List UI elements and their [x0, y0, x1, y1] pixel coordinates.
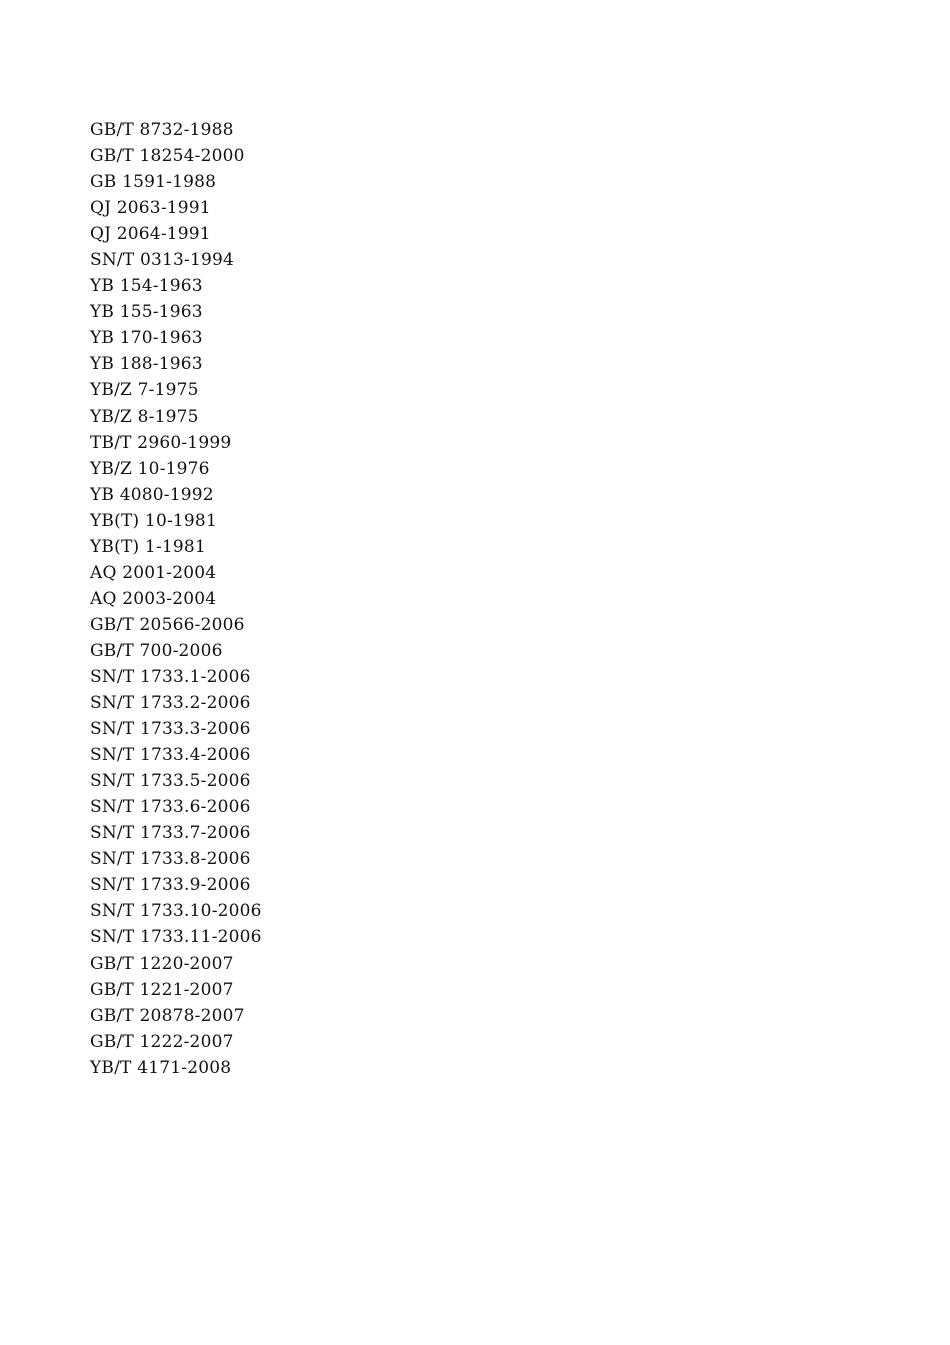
list-item: GB/T 700-2006 — [90, 640, 223, 661]
list-item: YB/Z 7-1975 — [90, 380, 199, 401]
list-item: SN/T 1733.8-2006 — [90, 849, 251, 870]
list-item: AQ 2001-2004 — [90, 562, 217, 583]
list-item: SN/T 1733.9-2006 — [90, 875, 251, 896]
list-item: YB/T 4171-2008 — [90, 1057, 232, 1078]
list-item: GB/T 20566-2006 — [90, 614, 245, 635]
list-item: YB(T) 10-1981 — [90, 510, 217, 531]
list-item: GB/T 8732-1988 — [90, 120, 234, 140]
list-item: GB/T 20878-2007 — [90, 1005, 245, 1026]
list-item: SN/T 1733.11-2006 — [90, 927, 262, 948]
list-item: SN/T 1733.2-2006 — [90, 693, 251, 714]
standards-list — [90, 117, 262, 1081]
list-item: YB/Z 8-1975 — [90, 406, 199, 427]
list-item: SN/T 1733.1-2006 — [90, 666, 251, 687]
list-item: SN/T 0313-1994 — [90, 250, 235, 271]
list-item: GB/T 1221-2007 — [90, 979, 234, 1000]
list-item: SN/T 1733.5-2006 — [90, 771, 251, 792]
list-item: YB 154-1963 — [90, 276, 203, 297]
list-item: YB 188-1963 — [90, 354, 203, 375]
list-item: YB 170-1963 — [90, 328, 203, 349]
list-item: SN/T 1733.4-2006 — [90, 745, 251, 766]
list-item: YB 4080-1992 — [90, 484, 214, 505]
list-item: YB/Z 10-1976 — [90, 458, 210, 479]
list-item: SN/T 1733.3-2006 — [90, 719, 251, 740]
list-item: SN/T 1733.10-2006 — [90, 901, 262, 922]
list-item: AQ 2003-2004 — [90, 588, 217, 609]
list-item: YB 155-1963 — [90, 302, 203, 323]
list-item: QJ 2063-1991 — [90, 198, 211, 219]
list-item: GB 1591-1988 — [90, 172, 217, 193]
list-item: SN/T 1733.7-2006 — [90, 823, 251, 844]
list-item: QJ 2064-1991 — [90, 224, 211, 245]
list-item: GB/T 18254-2000 — [90, 146, 245, 167]
list-item: YB(T) 1-1981 — [90, 536, 206, 557]
list-item: TB/T 2960-1999 — [90, 432, 232, 453]
list-item: GB/T 1220-2007 — [90, 953, 234, 974]
list-item: GB/T 1222-2007 — [90, 1031, 234, 1052]
list-item: SN/T 1733.6-2006 — [90, 797, 251, 818]
